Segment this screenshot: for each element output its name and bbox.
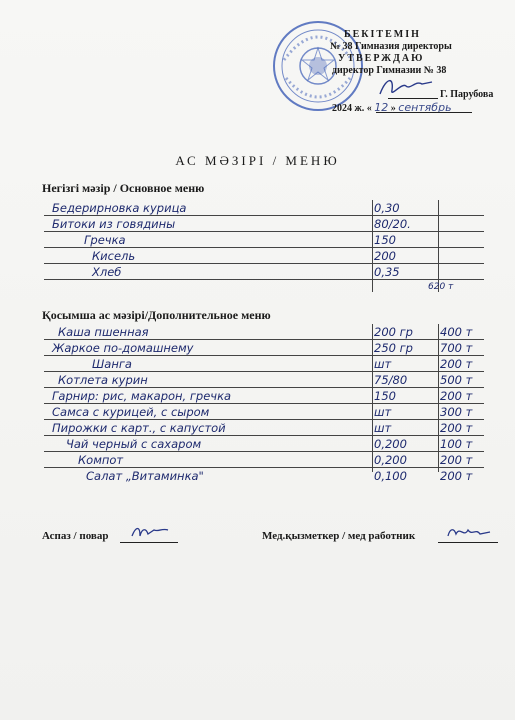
main-menu-heading: Негізгі мәзір / Основное меню (42, 181, 205, 195)
cook-signature-icon (128, 522, 178, 542)
approve-signer: Г. Парубова (440, 89, 494, 100)
table-row: Пирожки с карт., с капустой шт 200 т (44, 420, 484, 436)
table-row: Кисель 200 (44, 248, 484, 264)
table-row: Каша пшенная 200 гр 400 т (44, 324, 484, 340)
medic-label: Мед.қызметкер / мед работник (262, 530, 416, 542)
approve-heading-ru: УТВЕРЖДАЮ (338, 53, 425, 64)
table-row: Шанга шт 200 т (44, 356, 484, 372)
date-year: 2024 ж. (332, 103, 365, 114)
table-row: Жаркое по-домашнему 250 гр 700 т (44, 340, 484, 356)
table-row: Котлета курин 75/80 500 т (44, 372, 484, 388)
date-line (376, 112, 472, 113)
table-row: Битоки из говядины 80/20. (44, 216, 484, 232)
approve-position-kz: № 38 Гимназия директоры (330, 41, 452, 52)
table-row: Самса с курицей, с сыром шт 300 т (44, 404, 484, 420)
table-row: Компот 0,200 200 т (44, 452, 484, 468)
table-row: Салат „Витаминка" 0,100 200 т (86, 469, 473, 483)
table-row: Гарнир: рис, макарон, гречка 150 200 т (44, 388, 484, 404)
medic-signature-icon (444, 522, 494, 542)
extra-menu-heading: Қосымша ас мәзірі/Дополнительное меню (42, 308, 271, 322)
approve-position-ru: директор Гимназии № 38 (332, 65, 447, 76)
main-menu-total: 620 т (428, 282, 454, 292)
approve-heading-kz: БЕКІТЕМІН (344, 29, 421, 40)
director-signature-icon (376, 74, 436, 100)
date-day: 12 (374, 101, 389, 114)
table-row: Хлеб 0,35 (44, 264, 484, 280)
medic-signature-line (438, 542, 498, 543)
cook-signature-line (120, 542, 178, 543)
approve-date: 2024 ж. « 12 » сентябрь (332, 101, 452, 114)
table-row: Чай черный с сахаром 0,200 100 т (44, 436, 484, 452)
date-month: сентябрь (398, 101, 452, 114)
cook-label: Аспаз / повар (42, 530, 109, 542)
table-row: Бедерирновка курица 0,30 (44, 200, 484, 216)
table-row: Гречка 150 (44, 232, 484, 248)
page-title: АС МӘЗІРІ / МЕНЮ (175, 153, 340, 168)
